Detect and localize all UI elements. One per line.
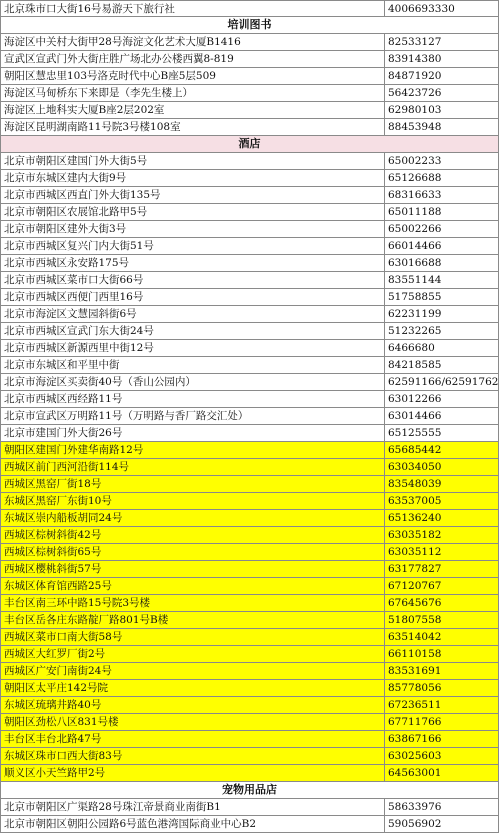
address-cell[interactable]: 北京市西城区新源西里中街12号 <box>0 340 385 357</box>
address-cell[interactable]: 顺义区小天竺路甲2号 <box>0 765 385 782</box>
phone-cell[interactable]: 4006693330 <box>385 0 499 17</box>
phone-cell[interactable]: 6466680 <box>385 340 499 357</box>
phone-cell[interactable]: 51232265 <box>385 323 499 340</box>
phone-cell[interactable]: 68316633 <box>385 187 499 204</box>
section-header-row <box>0 136 500 153</box>
address-cell[interactable]: 北京市朝阳区朝阳公园路6号蓝色港湾国际商业中心B2 <box>0 816 385 833</box>
phone-cell[interactable]: 67711766 <box>385 714 499 731</box>
phone-cell[interactable]: 67120767 <box>385 578 499 595</box>
table-row <box>0 680 500 697</box>
address-cell[interactable]: 丰台区丰台北路47号 <box>0 731 385 748</box>
table-row <box>0 748 500 765</box>
phone-cell[interactable]: 65011188 <box>385 204 499 221</box>
phone-cell[interactable]: 63867166 <box>385 731 499 748</box>
address-cell[interactable]: 北京市西城区复兴门内大街51号 <box>0 238 385 255</box>
phone-cell[interactable]: 88453948 <box>385 119 499 136</box>
phone-cell[interactable]: 63034050 <box>385 459 499 476</box>
table-row <box>0 255 500 272</box>
table-row <box>0 493 500 510</box>
address-cell[interactable]: 西城区前门西河沿街114号 <box>0 459 385 476</box>
phone-cell[interactable]: 83914380 <box>385 51 499 68</box>
table-row <box>0 68 500 85</box>
address-cell[interactable]: 东城区崇内船板胡同24号 <box>0 510 385 527</box>
phone-cell[interactable]: 62231199 <box>385 306 499 323</box>
address-cell[interactable]: 西城区大红罗厂街2号 <box>0 646 385 663</box>
table-row <box>0 561 500 578</box>
table-row <box>0 799 500 816</box>
section-header-cell[interactable]: 宠物用品店 <box>0 782 499 799</box>
phone-cell[interactable]: 59056902 <box>385 816 499 833</box>
phone-cell[interactable]: 82533127 <box>385 34 499 51</box>
table-row <box>0 153 500 170</box>
phone-cell[interactable]: 56423726 <box>385 85 499 102</box>
address-cell[interactable]: 西城区菜市口南大街58号 <box>0 629 385 646</box>
phone-cell[interactable]: 65002266 <box>385 221 499 238</box>
address-cell[interactable]: 宣武区宣武门外大街庄胜广场北办公楼西翼8-819 <box>0 51 385 68</box>
table-row <box>0 442 500 459</box>
table-row <box>0 102 500 119</box>
table-row <box>0 374 500 391</box>
phone-cell[interactable]: 63016688 <box>385 255 499 272</box>
phone-cell[interactable]: 65136240 <box>385 510 499 527</box>
address-cell[interactable]: 北京市朝阳区建外大街3号 <box>0 221 385 238</box>
phone-cell[interactable]: 63514042 <box>385 629 499 646</box>
phone-cell[interactable]: 51807558 <box>385 612 499 629</box>
table-row <box>0 34 500 51</box>
address-cell[interactable]: 东城区琉璃井路40号 <box>0 697 385 714</box>
table-row <box>0 51 500 68</box>
address-cell[interactable]: 海淀区上地科实大厦B座2层202室 <box>0 102 385 119</box>
address-cell[interactable]: 西城区黑窑厂街18号 <box>0 476 385 493</box>
address-cell[interactable]: 北京市朝阳区建国门外大街5号 <box>0 153 385 170</box>
phone-cell[interactable]: 83531691 <box>385 663 499 680</box>
table-row <box>0 663 500 680</box>
table-row <box>0 340 500 357</box>
phone-cell[interactable]: 63177827 <box>385 561 499 578</box>
phone-cell[interactable]: 63035182 <box>385 527 499 544</box>
table-row <box>0 425 500 442</box>
table-row <box>0 204 500 221</box>
phone-cell[interactable]: 65125555 <box>385 425 499 442</box>
table-row <box>0 238 500 255</box>
phone-cell[interactable]: 67645676 <box>385 595 499 612</box>
address-cell[interactable]: 北京市朝阳区广渠路28号珠江帝景商业南街B1 <box>0 799 385 816</box>
table-row <box>0 697 500 714</box>
address-cell[interactable]: 丰台区岳各庄东路靛厂路801号B楼 <box>0 612 385 629</box>
address-cell[interactable]: 北京市西城区永安路175号 <box>0 255 385 272</box>
phone-cell[interactable]: 58633976 <box>385 799 499 816</box>
table-row <box>0 170 500 187</box>
address-cell[interactable]: 北京市西城区西经路11号 <box>0 391 385 408</box>
phone-cell[interactable]: 62980103 <box>385 102 499 119</box>
phone-cell[interactable]: 67236511 <box>385 697 499 714</box>
address-cell[interactable]: 北京市海淀区文慧园斜街6号 <box>0 306 385 323</box>
address-cell[interactable]: 东城区黑窑厂东街10号 <box>0 493 385 510</box>
address-cell[interactable]: 东城区珠市口西大街83号 <box>0 748 385 765</box>
address-cell[interactable]: 北京市宣武区万明路11号（万明路与香厂路交汇处） <box>0 408 385 425</box>
table-row <box>0 595 500 612</box>
table-row <box>0 714 500 731</box>
address-cell[interactable]: 海淀区中关村大街甲28号海淀文化艺术大厦B1416 <box>0 34 385 51</box>
phone-cell[interactable]: 84218585 <box>385 357 499 374</box>
table-row <box>0 0 500 17</box>
phone-cell[interactable]: 66014466 <box>385 238 499 255</box>
address-cell[interactable]: 西城区广安门南街24号 <box>0 663 385 680</box>
address-cell[interactable]: 北京市建国门外大街26号 <box>0 425 385 442</box>
section-header-row <box>0 17 500 34</box>
address-cell[interactable]: 海淀区昆明湖南路11号院3号楼108室 <box>0 119 385 136</box>
address-cell[interactable]: 西城区棕树斜街65号 <box>0 544 385 561</box>
table-row <box>0 119 500 136</box>
table-row <box>0 187 500 204</box>
table-row <box>0 289 500 306</box>
section-header-cell[interactable]: 培训图书 <box>0 17 499 34</box>
phone-cell[interactable]: 63035112 <box>385 544 499 561</box>
table-row <box>0 731 500 748</box>
phone-cell[interactable]: 85778056 <box>385 680 499 697</box>
phone-cell[interactable]: 63012266 <box>385 391 499 408</box>
table-row <box>0 527 500 544</box>
section-header-row <box>0 782 500 799</box>
phone-cell[interactable]: 84871920 <box>385 68 499 85</box>
address-cell[interactable]: 北京市西城区西直门外大街135号 <box>0 187 385 204</box>
phone-cell[interactable]: 63025603 <box>385 748 499 765</box>
phone-cell[interactable]: 63537005 <box>385 493 499 510</box>
address-cell[interactable]: 北京市海淀区买卖街40号（香山公园内） <box>0 374 385 391</box>
table-row <box>0 629 500 646</box>
phone-cell[interactable]: 51758855 <box>385 289 499 306</box>
address-cell[interactable]: 北京市东城区建内大街9号 <box>0 170 385 187</box>
address-cell[interactable]: 西城区棕树斜街42号 <box>0 527 385 544</box>
table-row <box>0 476 500 493</box>
table-row <box>0 221 500 238</box>
address-cell[interactable]: 北京市西城区菜市口大街66号 <box>0 272 385 289</box>
address-cell[interactable]: 朝阳区劲松八区831号楼 <box>0 714 385 731</box>
table-row <box>0 765 500 782</box>
table-row <box>0 544 500 561</box>
table-row <box>0 612 500 629</box>
phone-cell[interactable]: 65685442 <box>385 442 499 459</box>
table-row <box>0 578 500 595</box>
table-row <box>0 408 500 425</box>
address-cell[interactable]: 北京珠市口大街16号易游天下旅行社 <box>0 0 385 17</box>
table-row <box>0 85 500 102</box>
phone-cell[interactable]: 64563001 <box>385 765 499 782</box>
table-row <box>0 272 500 289</box>
address-cell[interactable]: 北京市西城区西便门西里16号 <box>0 289 385 306</box>
address-cell[interactable]: 西城区樱桃斜街57号 <box>0 561 385 578</box>
table-row <box>0 646 500 663</box>
table-row <box>0 357 500 374</box>
address-cell[interactable]: 北京市东城区和平里中街 <box>0 357 385 374</box>
phone-cell[interactable]: 65126688 <box>385 170 499 187</box>
phone-cell[interactable]: 62591166/62591762 <box>385 374 499 391</box>
address-cell[interactable]: 北京市朝阳区农展馆北路甲5号 <box>0 204 385 221</box>
phone-cell[interactable]: 63014466 <box>385 408 499 425</box>
phone-cell[interactable]: 65002233 <box>385 153 499 170</box>
phone-cell[interactable]: 83548039 <box>385 476 499 493</box>
table-row <box>0 459 500 476</box>
phone-cell[interactable]: 83551144 <box>385 272 499 289</box>
table-row <box>0 816 500 833</box>
address-cell[interactable]: 海淀区马甸桥东下来即是（李先生楼上） <box>0 85 385 102</box>
address-cell[interactable]: 朝阳区慧忠里103号洛克时代中心B座5层509 <box>0 68 385 85</box>
address-cell[interactable]: 朝阳区建国门外建华南路12号 <box>0 442 385 459</box>
table-row <box>0 323 500 340</box>
address-cell[interactable]: 朝阳区太平庄142号院 <box>0 680 385 697</box>
section-header-cell[interactable]: 酒店 <box>0 136 499 153</box>
address-cell[interactable]: 丰台区南三环中路15号院3号楼 <box>0 595 385 612</box>
table-row <box>0 391 500 408</box>
address-cell[interactable]: 东城区体育馆西路25号 <box>0 578 385 595</box>
table-row <box>0 306 500 323</box>
phone-cell[interactable]: 66110158 <box>385 646 499 663</box>
address-cell[interactable]: 北京市西城区宣武门东大街24号 <box>0 323 385 340</box>
table-row <box>0 510 500 527</box>
